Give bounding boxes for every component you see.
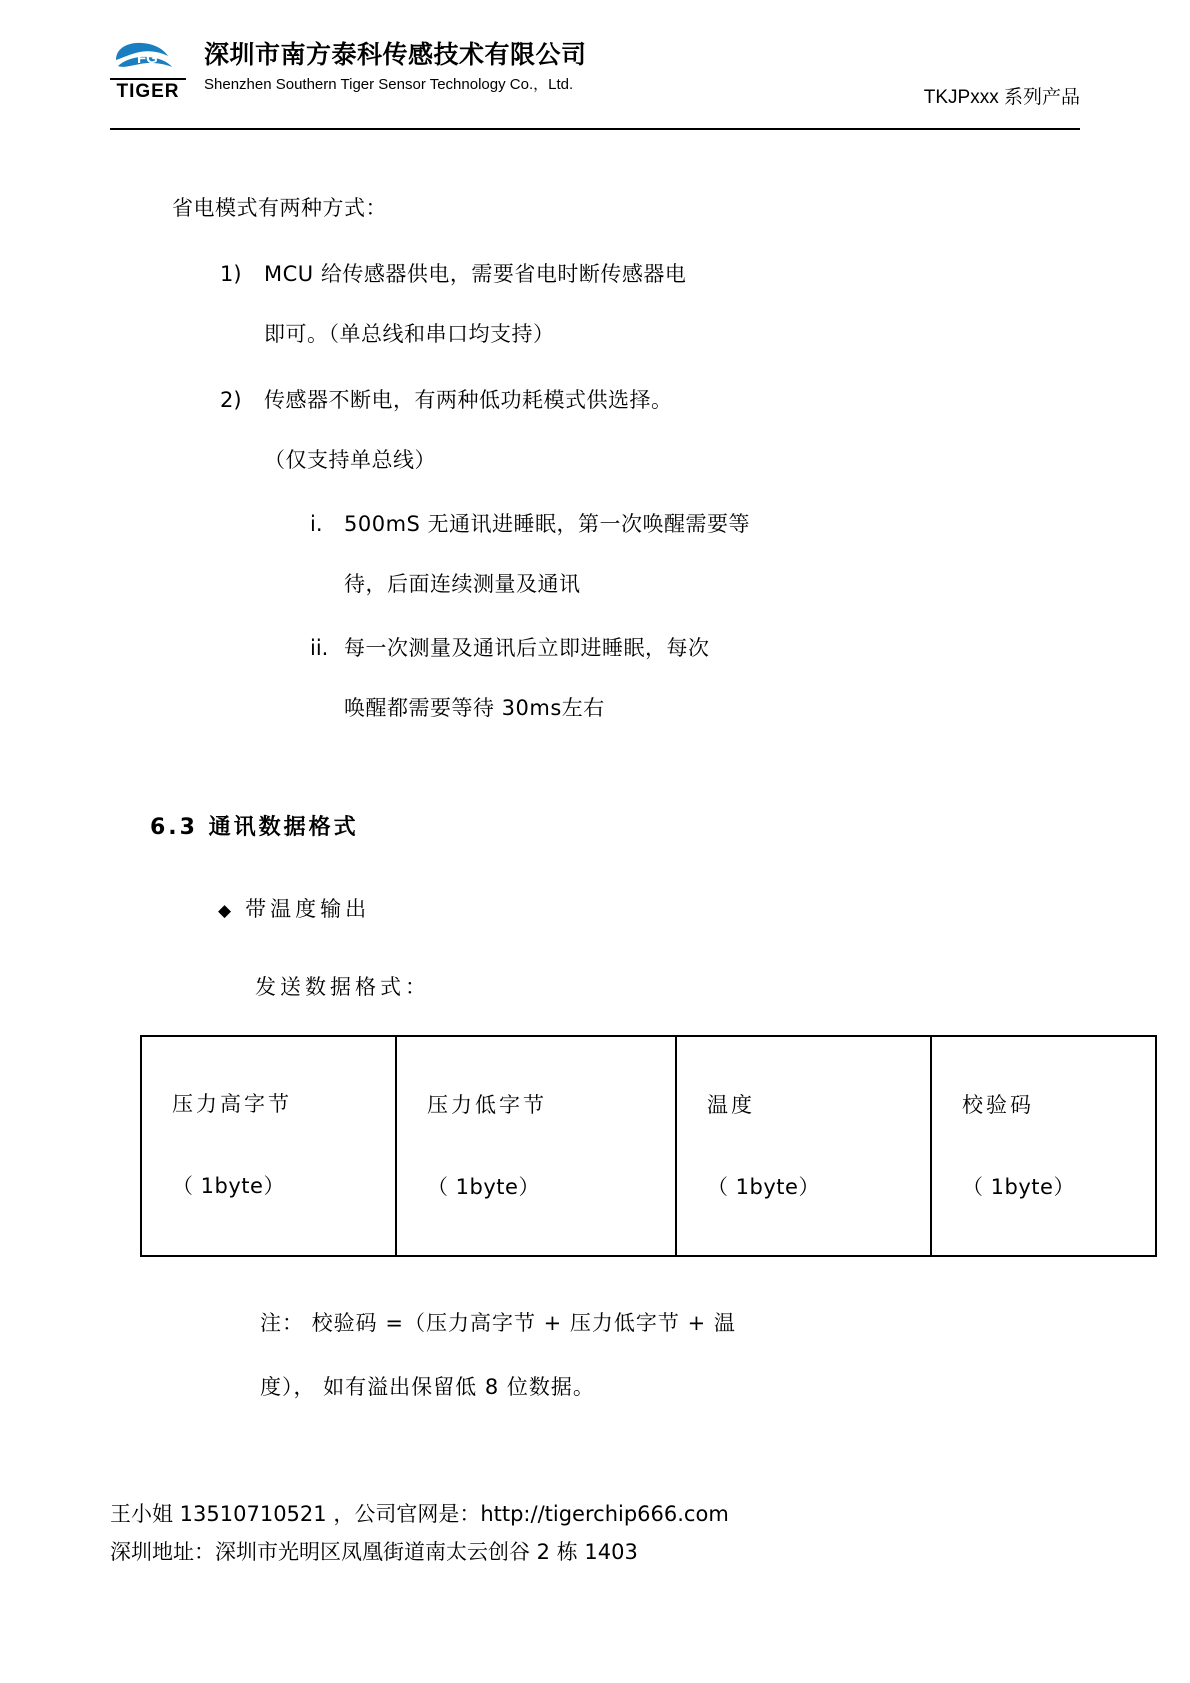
list-item [220, 244, 1080, 304]
page-footer [110, 1495, 729, 1571]
company-name-en: Shenzhen Southern Tiger Sensor Technology Co.，Ltd. [204, 76, 574, 93]
sub-list-item [310, 494, 1080, 554]
sub-list-marker: i. [310, 512, 323, 536]
cell-title: 压力低字节 [427, 1093, 547, 1117]
footer-address: 深圳地址：深圳市光明区凤凰街道南太云创谷 2 栋 1403 [110, 1540, 638, 1564]
bullet-row [218, 893, 1080, 923]
header-divider [110, 128, 1080, 130]
cell-size: （ 1byte） [172, 1174, 285, 1198]
logo-wordmark: TIGER [110, 78, 186, 103]
document-series-label: TKJPxxx 系列产品 [923, 87, 1080, 108]
lead-paragraph: 省电模式有两种方式： [172, 196, 387, 220]
document-content [110, 130, 1080, 1419]
sub-list-item [310, 618, 1080, 678]
list-item [220, 370, 1080, 430]
table-note-line2: 度）， 如有溢出保留低 8 位数据。 [260, 1375, 595, 1399]
send-format-label: 发送数据格式： [255, 975, 430, 999]
list-marker: 2) [220, 388, 242, 412]
sub-list-item-continuation: 唤醒都需要等待 30ms左右 [344, 696, 605, 720]
company-logo [110, 38, 192, 103]
table-cell-pressure-high [141, 1036, 396, 1256]
svg-text:FG: FG [137, 50, 158, 67]
table-cell-checksum [931, 1036, 1156, 1256]
cell-size: （ 1byte） [962, 1175, 1075, 1199]
company-name-block [204, 38, 587, 96]
footer-contact: 王小姐 13510710521 ，公司官网是：http://tigerchip666.com [110, 1502, 729, 1526]
bullet-label: 带温度输出 [245, 897, 371, 921]
page-header [110, 0, 1080, 130]
company-name-cn: 深圳市南方泰科传感技术有限公司 [204, 40, 587, 69]
sub-list-item-text: 每一次测量及通讯后立即进睡眠，每次 [344, 636, 710, 660]
table-row [141, 1036, 1156, 1256]
cell-title: 压力高字节 [172, 1092, 292, 1116]
diamond-bullet-icon: ◆ [218, 901, 236, 921]
list-item-continuation: 即可。（单总线和串口均支持） [264, 322, 555, 346]
sub-list-item-continuation: 待，后面连续测量及通讯 [344, 572, 581, 596]
cell-title: 校验码 [962, 1093, 1034, 1117]
section-heading: 6.3 通讯数据格式 [150, 815, 359, 840]
cell-size: （ 1byte） [707, 1175, 820, 1199]
list-item-text: MCU 给传感器供电，需要省电时断传感器电 [264, 262, 687, 286]
table-cell-temperature [676, 1036, 931, 1256]
header-brand [110, 38, 587, 103]
list-item-continuation: （仅支持单总线） [264, 448, 436, 472]
sub-list-item-text: 500mS 无通讯进睡眠，第一次唤醒需要等 [344, 512, 751, 536]
data-format-table [140, 1035, 1157, 1257]
table-note-line1: 注： 校验码 =（压力高字节 + 压力低字节 + 温 [260, 1311, 736, 1335]
tiger-logo-icon [110, 40, 186, 78]
list-item-text: 传感器不断电，有两种低功耗模式供选择。 [264, 388, 673, 412]
sub-list-marker: ii. [310, 636, 329, 660]
cell-size: （ 1byte） [427, 1175, 540, 1199]
cell-title: 温度 [707, 1093, 755, 1117]
list-marker: 1) [220, 262, 242, 286]
table-cell-pressure-low [396, 1036, 676, 1256]
